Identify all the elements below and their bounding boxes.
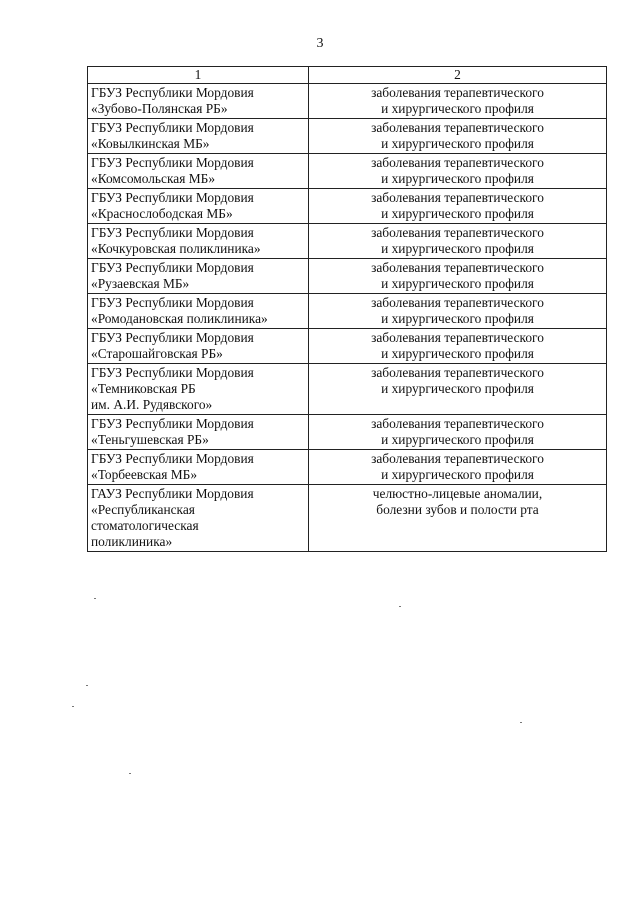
table-row	[88, 294, 607, 329]
disease-profile-cell	[309, 84, 607, 119]
institution-name-cell	[88, 364, 309, 415]
institution-name-cell	[88, 224, 309, 259]
institution-name-line: ГБУЗ Республики Мордовия	[91, 190, 254, 205]
institution-name-line: ГБУЗ Республики Мордовия	[91, 330, 254, 345]
institution-name-cell	[88, 485, 309, 552]
institution-name-line: «Краснослободская МБ»	[91, 206, 233, 221]
institution-name-cell	[88, 189, 309, 224]
scan-speck	[399, 606, 401, 607]
institution-name-cell	[88, 154, 309, 189]
institution-name-cell	[88, 119, 309, 154]
disease-profile-line: челюстно-лицевые аномалии,	[372, 486, 543, 501]
scan-speck	[72, 706, 74, 707]
disease-profile-line: и хирургического профиля	[381, 101, 534, 116]
disease-profile-line: и хирургического профиля	[381, 276, 534, 291]
disease-profile-cell	[309, 364, 607, 415]
table-row	[88, 364, 607, 415]
disease-profile-line: и хирургического профиля	[381, 206, 534, 221]
institution-name-line: поликлиника»	[91, 534, 173, 549]
disease-profile-cell	[309, 224, 607, 259]
institution-name-line: «Комсомольская МБ»	[91, 171, 216, 186]
institution-name-line: «Торбеевская МБ»	[91, 467, 198, 482]
institution-name-cell	[88, 294, 309, 329]
institution-name-cell	[88, 259, 309, 294]
institution-name-line: ГАУЗ Республики Мордовия	[91, 486, 254, 501]
disease-profile-line: и хирургического профиля	[381, 346, 534, 361]
scan-speck	[520, 722, 522, 723]
disease-profile-cell	[309, 450, 607, 485]
table-row	[88, 189, 607, 224]
institution-name-line: «Республиканская	[91, 502, 195, 517]
institution-name-line: ГБУЗ Республики Мордовия	[91, 295, 254, 310]
institution-name-line: ГБУЗ Республики Мордовия	[91, 416, 254, 431]
disease-profile-line: болезни зубов и полости рта	[376, 502, 539, 517]
scan-speck	[86, 685, 88, 686]
table-row	[88, 154, 607, 189]
disease-profile-cell	[309, 485, 607, 552]
institution-name-line: ГБУЗ Республики Мордовия	[91, 155, 254, 170]
institution-name-line: «Ромодановская поликлиника»	[91, 311, 268, 326]
institution-name-line: ГБУЗ Республики Мордовия	[91, 120, 254, 135]
disease-profile-line: заболевания терапевтического	[371, 260, 544, 275]
institution-name-cell	[88, 84, 309, 119]
disease-profile-line: и хирургического профиля	[381, 311, 534, 326]
disease-profile-line: заболевания терапевтического	[371, 330, 544, 345]
disease-profile-cell	[309, 119, 607, 154]
table-row	[88, 119, 607, 154]
disease-profile-cell	[309, 259, 607, 294]
institution-name-cell	[88, 415, 309, 450]
disease-profile-cell	[309, 154, 607, 189]
disease-profile-line: и хирургического профиля	[381, 467, 534, 482]
institution-name-line: ГБУЗ Республики Мордовия	[91, 225, 254, 240]
column-header-2: 2	[309, 67, 607, 84]
disease-profile-line: и хирургического профиля	[381, 241, 534, 256]
disease-profile-line: и хирургического профиля	[381, 171, 534, 186]
table-row	[88, 259, 607, 294]
disease-profile-cell	[309, 415, 607, 450]
disease-profile-line: заболевания терапевтического	[371, 190, 544, 205]
disease-profile-line: и хирургического профиля	[381, 136, 534, 151]
disease-profile-line: заболевания терапевтического	[371, 225, 544, 240]
disease-profile-cell	[309, 189, 607, 224]
institution-name-line: ГБУЗ Республики Мордовия	[91, 85, 254, 100]
institution-name-line: стоматологическая	[91, 518, 199, 533]
table-row	[88, 84, 607, 119]
disease-profile-line: заболевания терапевтического	[371, 416, 544, 431]
disease-profile-line: заболевания терапевтического	[371, 120, 544, 135]
disease-profile-line: и хирургического профиля	[381, 381, 534, 396]
institution-name-line: «Ковылкинская МБ»	[91, 136, 210, 151]
table-row	[88, 450, 607, 485]
institution-name-line: «Темниковская РБ	[91, 381, 196, 396]
institution-name-cell	[88, 450, 309, 485]
disease-profile-cell	[309, 329, 607, 364]
institution-name-cell	[88, 329, 309, 364]
disease-profile-line: заболевания терапевтического	[371, 451, 544, 466]
disease-profile-line: заболевания терапевтического	[371, 155, 544, 170]
disease-profile-line: заболевания терапевтического	[371, 295, 544, 310]
disease-profile-line: заболевания терапевтического	[371, 365, 544, 380]
institution-name-line: «Теньгушевская РБ»	[91, 432, 209, 447]
institutions-table	[87, 66, 607, 552]
institution-name-line: «Рузаевская МБ»	[91, 276, 190, 291]
scan-speck	[129, 773, 131, 774]
table-header-row	[88, 67, 607, 84]
institution-name-line: им. А.И. Рудявского»	[91, 397, 213, 412]
table-row	[88, 329, 607, 364]
disease-profile-cell	[309, 294, 607, 329]
institution-name-line: ГБУЗ Республики Мордовия	[91, 451, 254, 466]
institution-name-line: «Старошайговская РБ»	[91, 346, 223, 361]
page-number: 3	[316, 36, 324, 51]
table-body	[88, 84, 607, 552]
disease-profile-line: и хирургического профиля	[381, 432, 534, 447]
disease-profile-line: заболевания терапевтического	[371, 85, 544, 100]
scan-speck	[94, 598, 96, 599]
table-row	[88, 415, 607, 450]
column-header-1: 1	[88, 67, 309, 84]
institution-name-line: «Зубово-Полянская РБ»	[91, 101, 228, 116]
institution-name-line: ГБУЗ Республики Мордовия	[91, 260, 254, 275]
institution-name-line: ГБУЗ Республики Мордовия	[91, 365, 254, 380]
table-row	[88, 485, 607, 552]
table-row	[88, 224, 607, 259]
institution-name-line: «Кочкуровская поликлиника»	[91, 241, 261, 256]
